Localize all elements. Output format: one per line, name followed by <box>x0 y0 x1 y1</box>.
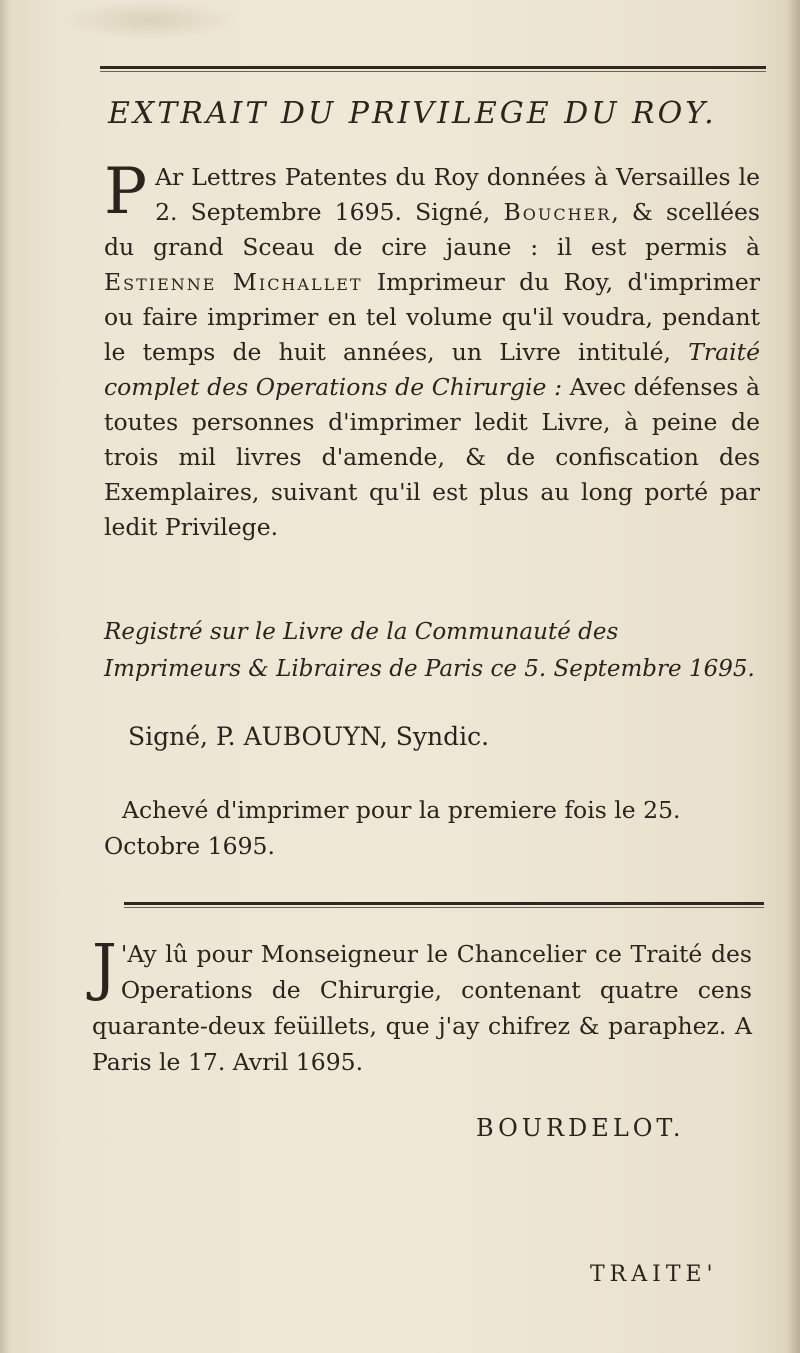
privilege-text-4: Avec défenses à toutes personnes d'imprimer ledit Livre, à peine de trois mil livres d'amende, & de confiscation des Exemplaires, suivant qu'il est plus au long porté par ledit Privilege. <box>104 373 760 541</box>
signatory-boucher: Boucher <box>503 198 612 226</box>
approval-text: 'Ay lû pour Monseigneur le Chancelier ce Traité des Operations de Chirurgie, contenant quatre cens quarante-deux feüillets, que j'ay chifrez & paraphez. A Paris le 17. Avril 1695. <box>92 940 752 1076</box>
drop-cap-p: P <box>104 155 148 229</box>
book-title: Traité complet des Operations de Chirurgie : <box>104 338 760 401</box>
privilege-text-2: , & scellées du grand Sceau de cire jaune : il est permis à <box>104 198 760 261</box>
drop-cap-j: J <box>92 930 117 1003</box>
approver-signature: BOURDELOT. <box>476 1114 685 1142</box>
privilege-text-3: Imprimeur du Roy, d'imprimer ou faire imprimer en tel volume qu'il voudra, pendant le temps de huit années, un Livre intitulé, <box>104 268 760 366</box>
page-title: EXTRAIT DU PRIVILEGE DU ROY. <box>108 96 717 131</box>
middle-rule <box>124 902 764 905</box>
top-rule <box>100 66 766 69</box>
privilege-text-1: Ar Lettres Patentes du Roy données à Versailles le 2. Septembre 1695. Signé, <box>155 163 760 226</box>
page-edge-shadow-left <box>0 0 10 1353</box>
top-rule-thin <box>100 71 766 72</box>
registration-note: Registré sur le Livre de la Communauté des Imprimeurs & Libraires de Paris ce 5. Septembre 1695. <box>104 619 755 682</box>
middle-rule-thin <box>124 907 764 908</box>
privilege-paragraph <box>104 155 760 545</box>
page-edge-shadow-right <box>786 0 800 1353</box>
approval-paragraph <box>92 930 752 1080</box>
syndic-signature: Signé, P. AUBOUYN, Syndic. <box>128 722 490 751</box>
printing-completed-note: Achevé d'imprimer pour la premiere fois le 25. Octobre 1695. <box>104 796 681 860</box>
printer-name: Estienne Michallet <box>104 268 363 296</box>
paper-stain <box>60 0 240 40</box>
catchword: TRAITE' <box>590 1262 718 1287</box>
